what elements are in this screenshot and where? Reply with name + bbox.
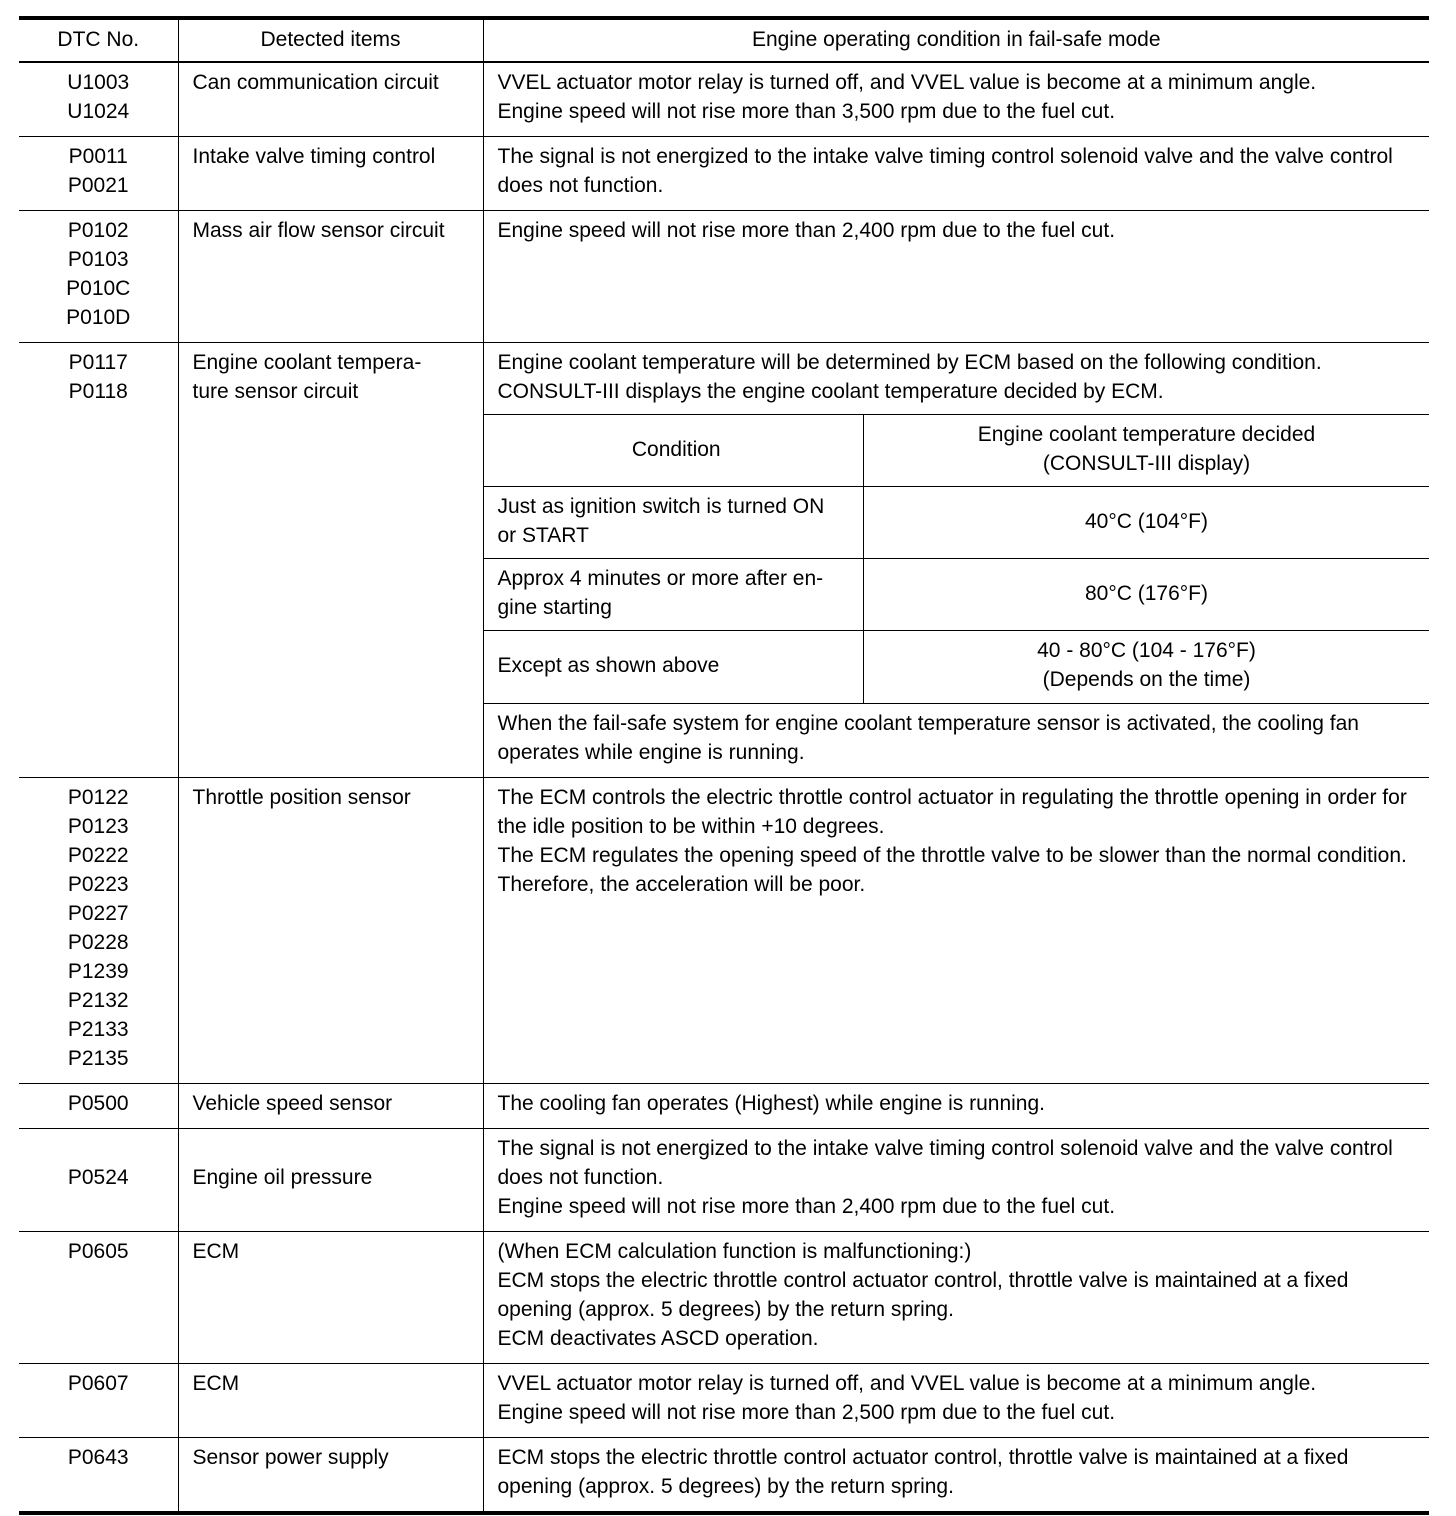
detected-item-cell (178, 777, 483, 1083)
condition-text: The ECM controls the electric throttle control actuator in regulating the throttle opening in order for the idle position to be within +10 degrees. (497, 785, 1407, 838)
detected-item-cell (178, 137, 483, 211)
dtc-code: P0223 (67, 872, 129, 896)
dtc-code: P0102 (67, 219, 129, 242)
header-condition: Engine operating condition in fail-safe mode (483, 18, 1429, 62)
intro-line: CONSULT-III displays the engine coolant temperature decided by ECM. (497, 380, 1164, 403)
table-row (19, 211, 1429, 343)
dtc-code: U1003 (67, 71, 130, 94)
dtc-code: P0123 (67, 814, 129, 838)
condition-text: VVEL actuator motor relay is turned off, and VVEL value is become at a minimum angle. (497, 1371, 1317, 1395)
condition-cell (483, 1437, 1429, 1513)
subtable-condition-line: Just as ignition switch is turned ON (497, 495, 825, 518)
dtc-code: P0011 (68, 145, 128, 168)
dtc-code: P0228 (67, 930, 129, 954)
table-row (19, 1128, 1429, 1231)
detected-item-cell (178, 1363, 483, 1437)
dtc-code: P2133 (67, 1017, 129, 1041)
subtable-header-decided (864, 415, 1430, 487)
subtable-condition-line: Approx 4 minutes or more after en- (497, 567, 824, 590)
dtc-cell (19, 1083, 178, 1128)
condition-cell (483, 1128, 1429, 1231)
dtc-code: P0605 (67, 1239, 129, 1263)
dtc-code: P2135 (67, 1046, 129, 1070)
condition-cell (483, 1231, 1429, 1363)
condition-cell (483, 1083, 1429, 1128)
condition-text: ECM stops the electric throttle control actuator control, throttle valve is maintained at a fixed opening (approx. 5 degrees) by the return spring. (497, 1268, 1349, 1321)
dtc-code: P0607 (67, 1371, 129, 1395)
dtc-code: P0643 (67, 1445, 129, 1469)
subtable-header-condition: Condition (484, 415, 864, 487)
condition-text: ECM stops the electric throttle control actuator control, throttle valve is maintained at a fixed opening (approx. 5 degrees) by the return spring. (497, 1445, 1349, 1498)
condition-cell (483, 1363, 1429, 1437)
subtable-value-line: (Depends on the time) (1042, 668, 1251, 692)
table-row (19, 777, 1429, 1083)
dtc-code: P0117 (68, 351, 128, 374)
dtc-cell (19, 211, 178, 343)
table-row (19, 1083, 1429, 1128)
detected-item-cell (178, 1083, 483, 1128)
condition-cell (483, 211, 1429, 343)
dtc-cell (19, 1128, 178, 1231)
detected-item-cell (178, 62, 483, 137)
detected-item: Mass air flow sensor circuit (192, 219, 445, 242)
detected-item: Sensor power supply (192, 1445, 389, 1469)
dtc-code: P0227 (67, 901, 129, 925)
dtc-cell (19, 777, 178, 1083)
dtc-code: P0500 (67, 1091, 129, 1115)
subtable-value-line: 40 - 80°C (104 - 176°F) (1037, 639, 1256, 663)
table-row (19, 137, 1429, 211)
detected-item: Engine coolant tempera- (192, 351, 422, 374)
detected-item: Engine oil pressure (192, 1165, 373, 1189)
subtable-value-line: 80°C (176°F) (1084, 581, 1208, 605)
dtc-code: P0222 (67, 843, 129, 867)
condition-text: Engine speed will not rise more than 2,500 rpm due to the fuel cut. (497, 1400, 1116, 1424)
dtc-code: P010D (66, 306, 131, 329)
condition-cell (483, 343, 1429, 778)
subtable-condition (484, 559, 864, 631)
dtc-code: P2132 (67, 988, 129, 1012)
dtc-cell (19, 1437, 178, 1513)
condition-text: (When ECM calculation function is malfunctioning:) (497, 1239, 972, 1263)
detected-item: ECM (192, 1371, 240, 1395)
dtc-cell (19, 137, 178, 211)
ect-subtable (484, 414, 1430, 703)
ect-note (484, 703, 1430, 777)
detected-item: ECM (192, 1239, 240, 1263)
detected-item: Intake valve timing control (192, 145, 436, 168)
note-text: When the fail-safe system for engine coolant temperature sensor is activated, the cooling fan operates while engine is running. (497, 711, 1359, 764)
condition-cell (483, 62, 1429, 137)
subtable-row (484, 487, 1430, 559)
subtable-condition (484, 631, 864, 703)
detected-item-cell (178, 343, 483, 778)
subtable-value (864, 559, 1430, 631)
dtc-code: P0524 (67, 1165, 129, 1189)
subtable-value (864, 631, 1430, 703)
subtable-header-line: (CONSULT-III display) (1042, 452, 1251, 475)
intro-line: Engine coolant temperature will be determined by ECM based on the following condition. (497, 351, 1322, 374)
condition-text: The signal is not energized to the intake valve timing control solenoid valve and the valve control does not function. (497, 145, 1393, 197)
condition-text: The signal is not energized to the intake valve timing control solenoid valve and the valve control does not function. (497, 1136, 1393, 1189)
failsafe-table (19, 16, 1429, 1515)
table-row (19, 1363, 1429, 1437)
dtc-code: P1239 (67, 959, 129, 983)
header-dtc: DTC No. (57, 28, 140, 51)
subtable-value (864, 487, 1430, 559)
dtc-cell (19, 343, 178, 778)
detected-item: ture sensor circuit (192, 380, 359, 403)
dtc-cell (19, 1231, 178, 1363)
dtc-code: P010C (66, 277, 131, 300)
detected-item: Vehicle speed sensor (192, 1091, 393, 1115)
detected-item-cell (178, 211, 483, 343)
condition-text: Engine speed will not rise more than 2,400 rpm due to the fuel cut. (497, 1194, 1116, 1218)
dtc-code: U1024 (67, 100, 130, 123)
table-row (19, 1437, 1429, 1513)
detected-item-cell (178, 1437, 483, 1513)
condition-cell (483, 137, 1429, 211)
dtc-code: P0103 (67, 248, 129, 271)
table-row (19, 1231, 1429, 1363)
dtc-code: P0021 (67, 174, 129, 197)
condition-text: Therefore, the acceleration will be poor. (497, 872, 866, 896)
subtable-header-line: Engine coolant temperature decided (977, 423, 1316, 446)
subtable-row (484, 559, 1430, 631)
condition-text: Engine speed will not rise more than 3,500 rpm due to the fuel cut. (497, 100, 1116, 123)
dtc-cell (19, 62, 178, 137)
subtable-condition-line: Except as shown above (497, 653, 720, 677)
detected-item: Can communication circuit (192, 71, 439, 94)
subtable-condition (484, 487, 864, 559)
dtc-cell (19, 1363, 178, 1437)
table-row (19, 343, 1429, 778)
condition-text: Engine speed will not rise more than 2,400 rpm due to the fuel cut. (497, 219, 1116, 242)
condition-text: VVEL actuator motor relay is turned off, and VVEL value is become at a minimum angle. (497, 71, 1317, 94)
ect-intro (484, 343, 1430, 414)
condition-cell (483, 777, 1429, 1083)
detected-item-cell (178, 1231, 483, 1363)
header-detected-items: Detected items (178, 18, 483, 62)
condition-text: ECM deactivates ASCD operation. (497, 1326, 819, 1350)
dtc-code: P0122 (67, 785, 129, 809)
dtc-code: P0118 (68, 380, 128, 403)
subtable-condition-line: gine starting (497, 596, 612, 619)
table-row (19, 62, 1429, 137)
subtable-header-row (484, 415, 1430, 487)
header-row (19, 18, 1429, 62)
condition-text: The ECM regulates the opening speed of the throttle valve to be slower than the normal condition. (497, 843, 1407, 867)
detected-item-cell (178, 1128, 483, 1231)
subtable-condition-line: or START (497, 524, 589, 547)
subtable-row (484, 631, 1430, 703)
condition-text: The cooling fan operates (Highest) while engine is running. (497, 1091, 1045, 1115)
detected-item: Throttle position sensor (192, 785, 411, 809)
subtable-value-line: 40°C (104°F) (1084, 509, 1208, 533)
